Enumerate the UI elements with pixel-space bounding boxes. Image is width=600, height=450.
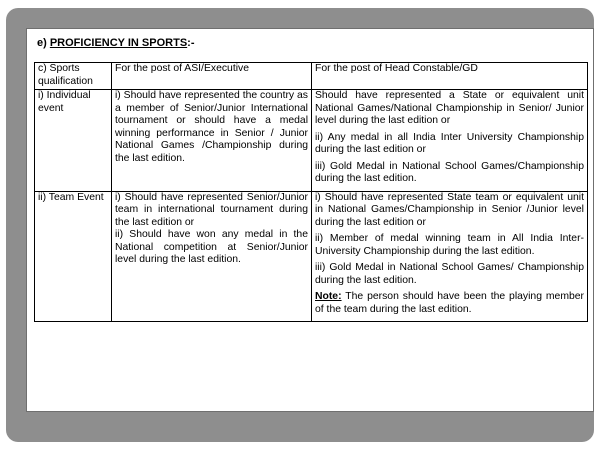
asi-team-text-2: ii) Should have won any medal in the National competition at Senior/Junior level during the last edition. [115,229,308,265]
section-prefix: e) [37,37,47,49]
section-title: PROFICIENCY IN SPORTS [49,37,188,49]
section-heading [37,37,195,50]
viewer-frame [6,8,594,442]
hc-individual-text-3: iii) Gold Medal in National School Games/Championship during the last edition. [315,160,584,184]
table-row [35,191,588,322]
sports-proficiency-table [34,62,588,322]
hc-team-text-1: i) Should have represented State team or equivalent unit in National Games/Championship in Senior /Junior level during the last edition or [315,191,584,228]
section-suffix: :- [187,37,195,49]
table-row [35,90,588,192]
header-sports-qualification: c) Sports qualification [35,63,112,90]
hc-individual-cell [312,90,588,192]
header-head-constable: For the post of Head Constable/GD [312,63,588,90]
row-label-team: ii) Team Event [35,191,112,322]
asi-team-text-1: i) Should have represented Senior/Junior team in international tournament during the last edition or [115,191,308,228]
note-label: Note: [315,291,342,302]
document-page [26,28,594,412]
note-text: The person should have been the playing member of the team during the last edition. [315,291,584,315]
hc-team-text-3: iii) Gold Medal in National School Games/ Championship during the last edition. [315,262,584,286]
hc-team-cell [312,191,588,322]
hc-individual-text-2: ii) Any medal in all India Inter University Championship during the last edition or [315,131,584,155]
hc-team-text-2: ii) Member of medal winning team in All India Inter-University Championship during the last edition. [315,233,584,257]
table-header-row [35,63,588,90]
hc-team-note [315,291,584,316]
asi-team-cell [112,191,312,322]
row-label-individual: i) Individual event [35,90,112,192]
hc-individual-text-1: Should have represented a State or equivalent unit National Games/National Championship in Senior/ Junior level during the last edition or [315,90,584,126]
asi-individual-text: i) Should have represented the country as a member of Senior/Junior International tournament or should have a medal winning performance in Senior / Junior National Games /Championship during the last edition. [115,90,308,164]
header-asi-executive: For the post of ASI/Executive [112,63,312,90]
asi-individual-cell [112,90,312,192]
